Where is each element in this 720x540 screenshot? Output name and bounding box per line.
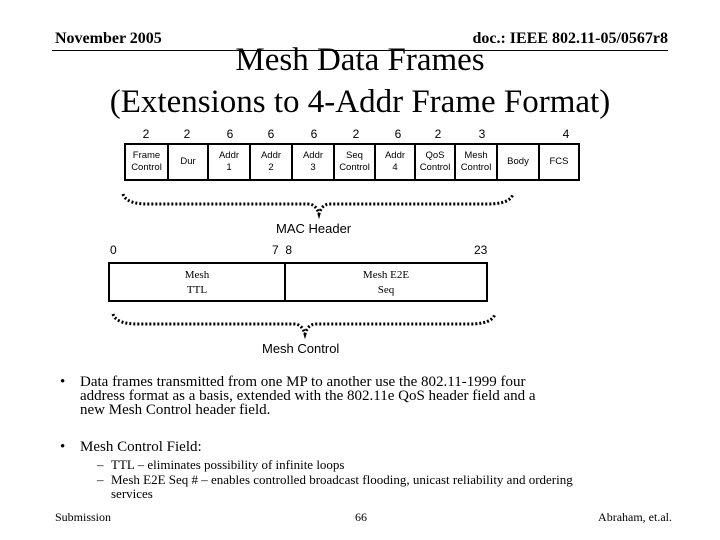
field-qos-control: QoS Control [414,143,456,181]
slide-title-line1: Mesh Data Frames [235,42,485,78]
field-size-qos-control: 2 [434,127,442,141]
field-size-seq-control: 2 [352,127,360,141]
mac-header-label: MAC Header [276,221,352,236]
sub-dash: – [97,472,104,487]
sub-text: TTL – eliminates possibility of infinite loops [111,457,345,472]
header-date: November 2005 [55,30,162,47]
bit-label-mid: 7 8 [272,243,293,257]
mesh-control-label: Mesh Control [262,341,340,356]
field-addr2: Addr 2 [249,143,293,181]
field-body: Body [496,143,540,181]
field-size-mesh-control: 3 [478,127,486,141]
field-mesh-e2e-seq: Mesh E2E Seq [284,262,488,302]
field-size-fcs: 4 [562,127,570,141]
field-mesh-control: Mesh Control [454,143,498,181]
bullet-line: new Mesh Control header field. [80,402,271,418]
frame-format-row [124,143,578,181]
field-fcs: FCS [538,143,580,181]
header-doc-id: doc.: IEEE 802.11-05/0567r8 [472,30,668,47]
footer-submission: Submission [55,510,112,524]
field-size-frame-control: 2 [142,127,150,141]
field-addr1: Addr 1 [207,143,251,181]
mac-header-brace [118,190,518,220]
bullet-text: Mesh Control Field: [80,439,202,455]
bit-label-end: 23 [474,243,488,257]
sub-line: services [111,486,153,501]
field-size-addr3: 6 [310,127,318,141]
mesh-control-row [108,262,488,302]
field-frame-control: Frame Control [124,143,169,181]
bullet-dot: • [60,374,66,390]
mesh-control-brace [108,310,500,342]
field-size-addr4: 6 [394,127,402,141]
field-addr4: Addr 4 [374,143,416,181]
field-size-addr1: 6 [226,127,234,141]
sub-line: Mesh E2E Seq # – enables controlled broadcast flooding, unicast reliability and ordering [111,472,573,487]
field-dur: Dur [167,143,209,181]
field-mesh-ttl: Mesh TTL [108,262,286,302]
bullet-text [80,375,680,417]
sub-item-ttl [97,458,677,472]
bullet-line: address format as a basis, extended with the 802.11e QoS header field and a [80,388,536,404]
bullet-line: Data frames transmitted from one MP to another use the 802.11-1999 four [80,374,526,390]
field-addr3: Addr 3 [291,143,335,181]
field-size-addr2: 6 [267,127,275,141]
bullet-item-mesh-control [60,440,680,456]
slide-title-line2: (Extensions to 4-Addr Frame Format) [109,84,611,120]
sub-item-e2e-seq [97,473,677,501]
bit-label-start: 0 [110,243,117,257]
sub-text [111,473,671,501]
footer-authors: Abraham, et.al. [598,510,672,524]
field-seq-control: Seq Control [333,143,376,181]
bullet-dot: • [60,439,66,455]
footer-page-number: 66 [355,510,367,524]
bullet-item-data-frames [60,375,680,420]
sub-dash: – [97,457,104,472]
field-size-dur: 2 [183,127,191,141]
